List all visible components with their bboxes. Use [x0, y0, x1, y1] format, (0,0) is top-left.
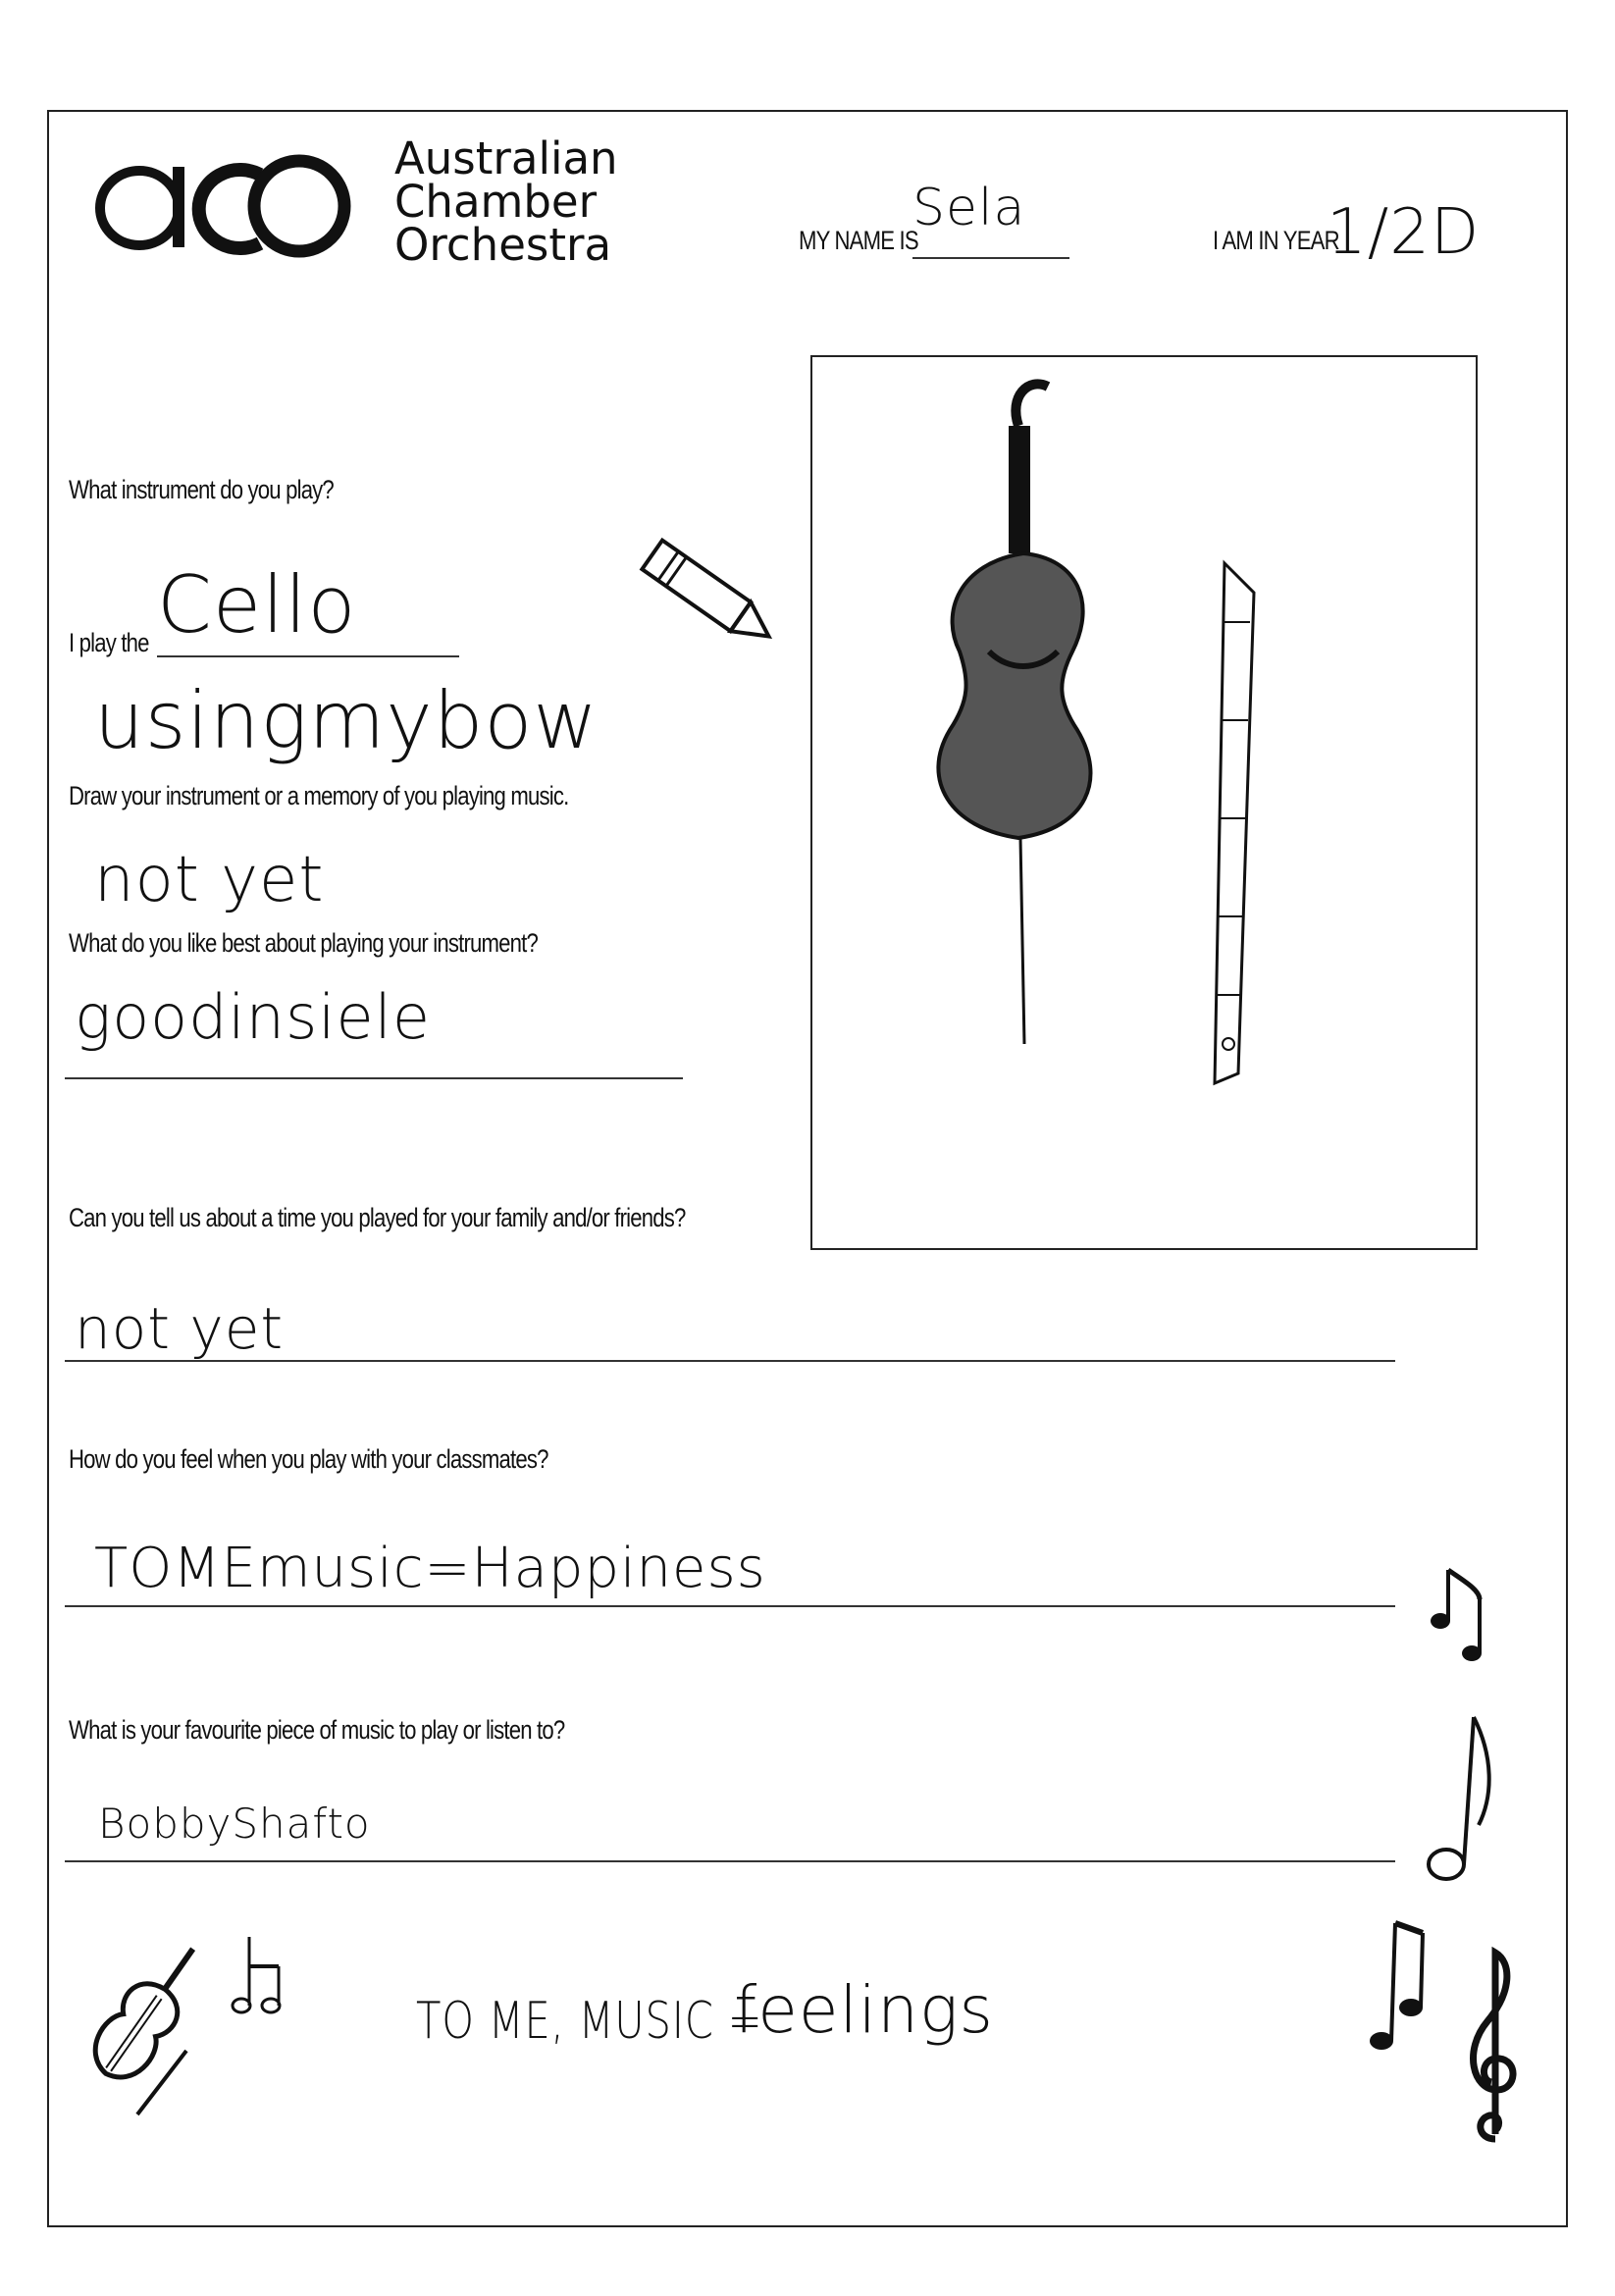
like-best-answer[interactable]: goodinsiele	[75, 981, 431, 1053]
question-classmates: How do you feel when you play with your classmates?	[69, 1444, 548, 1474]
like-best-underline	[65, 1077, 683, 1079]
music-notes-icon	[1366, 1913, 1434, 2061]
footer-prefix: TO ME, MUSIC =	[416, 1992, 763, 2051]
family-answer[interactable]: not yet	[75, 1295, 285, 1362]
question-family: Can you tell us about a time you played for your family and/or friends?	[69, 1203, 686, 1232]
instrument-answer[interactable]: Cello	[157, 559, 357, 651]
name-underline	[912, 257, 1069, 259]
year-value[interactable]: 1/2D	[1327, 196, 1481, 269]
question-instrument: What instrument do you play?	[69, 475, 334, 504]
bow-drawing-icon	[1195, 563, 1274, 1093]
crayon-icon	[628, 530, 795, 667]
question-draw: Draw your instrument or a memory of you playing music.	[69, 781, 569, 810]
family-underline	[65, 1360, 1395, 1362]
instrument-prefix: I play the	[69, 628, 149, 657]
music-notes-icon	[1425, 1697, 1503, 1884]
question-like-best: What do you like best about playing your instrument?	[69, 928, 538, 958]
footer-answer[interactable]: feelings	[734, 1972, 994, 2048]
name-value[interactable]: Sela	[912, 179, 1026, 237]
org-name-line2: Chamber	[394, 176, 598, 228]
aco-logo-icon	[88, 128, 363, 275]
cello-drawing-icon	[812, 357, 1480, 1252]
favourite-underline	[65, 1860, 1395, 1862]
draw-answer[interactable]: not yet	[94, 844, 325, 916]
classmates-underline	[65, 1605, 1395, 1607]
music-notes-icon	[1423, 1560, 1501, 1668]
favourite-answer[interactable]: BobbyShafto	[98, 1800, 371, 1848]
org-name-line3: Orchestra	[394, 219, 612, 271]
classmates-answer[interactable]: TOMEmusic=Happiness	[94, 1537, 766, 1600]
treble-clef-icon	[1458, 1943, 1527, 2149]
drawing-box[interactable]	[810, 355, 1478, 1250]
instrument-extra[interactable]: usingmybow	[94, 675, 599, 766]
instrument-underline	[157, 655, 459, 657]
name-label: MY NAME IS	[799, 226, 918, 255]
music-notes-icon	[222, 1927, 300, 2025]
violin-icon	[78, 1923, 206, 2119]
org-name	[394, 132, 618, 271]
year-label: I AM IN YEAR	[1213, 226, 1339, 255]
question-favourite: What is your favourite piece of music to play or listen to?	[69, 1715, 565, 1745]
org-name-line1: Australian	[394, 132, 618, 184]
